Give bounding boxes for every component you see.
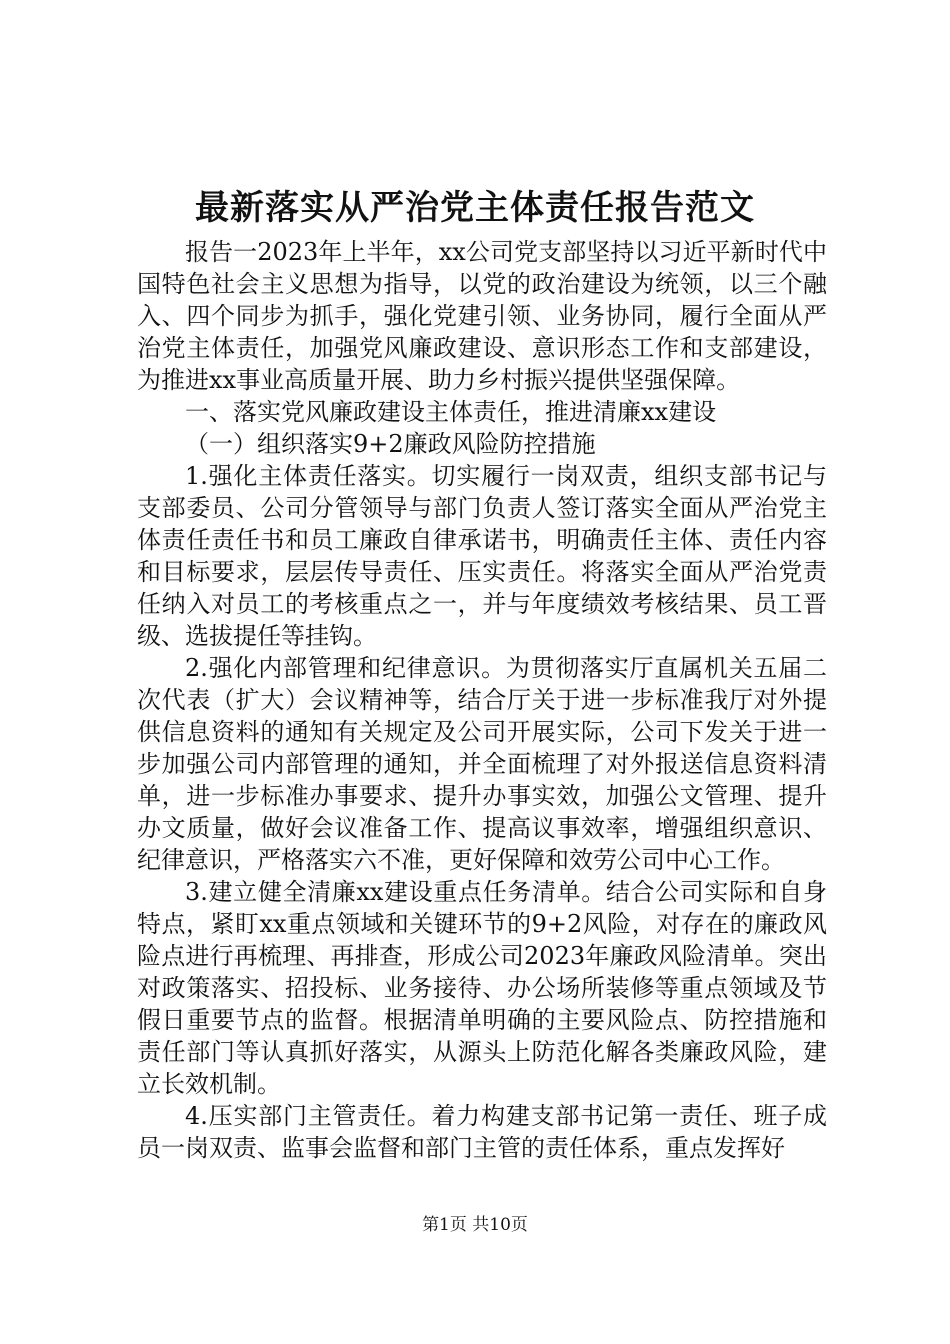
section-heading-1: 一、落实党风廉政建设主体责任，推进清廉xx建设 bbox=[185, 398, 717, 426]
paragraph-item-2: 2.强化内部管理和纪律意识。为贯彻落实厅直属机关五届二次代表（扩大）会议精神等，结合厅关于进一步标准我厅对外提供信息资料的通知有关规定及公司开展实际，公司下发关于进一步加强公司内部管理的通知，并全面梳理了对外报送信息资料清单，进一步标准办事要求、提升办事实效，加强公文管理、提升办文质量，做好会议准备工作、提高议事效率，增强组织意识、纪律意识，严格落实六不准，更好保障和效劳公司中心工作。 bbox=[137, 654, 827, 874]
paragraph-item-1: 1.强化主体责任落实。切实履行一岗双责，组织支部书记与支部委员、公司分管领导与部门负责人签订落实全面从严治党主体责任责任书和员工廉政自律承诺书，明确责任主体、责任内容和目标要求，层层传导责任、压实责任。将落实全面从严治党责任纳入对员工的考核重点之一，并与年度绩效考核结果、员工晋级、选拔提任等挂钩。 bbox=[137, 462, 827, 650]
document-title: 最新落实从严治党主体责任报告范文 bbox=[195, 188, 755, 228]
paragraph-item-3: 3.建立健全清廉xx建设重点任务清单。结合公司实际和自身特点，紧盯xx重点领域和关键环节的9+2风险，对存在的廉政风险点进行再梳理、再排查，形成公司2023年廉政风险清单。突出对政策落实、招投标、业务接待、办公场所装修等重点领域及节假日重要节点的监督。根据清单明确的主要风险点、防控措施和责任部门等认真抓好落实，从源头上防范化解各类廉政风险，建立长效机制。 bbox=[137, 878, 827, 1098]
paragraph-item-4: 4.压实部门主管责任。着力构建支部书记第一责任、班子成员一岗双责、监事会监督和部门主管的责任体系，重点发挥好 bbox=[137, 1102, 827, 1162]
subsection-heading-1: （一）组织落实9+2廉政风险防控措施 bbox=[185, 430, 596, 458]
page-number-footer: 第1页 共10页 bbox=[422, 1215, 528, 1235]
paragraph-intro: 报告一2023年上半年，xx公司党支部坚持以习近平新时代中国特色社会主义思想为指导，以党的政治建设为统领，以三个融入、四个同步为抓手，强化党建引领、业务协同，履行全面从严治党主体责任，加强党风廉政建设、意识形态工作和支部建设，为推进xx事业高质量开展、助力乡村振兴提供坚强保障。 bbox=[137, 238, 827, 394]
document-body bbox=[137, 236, 827, 1164]
